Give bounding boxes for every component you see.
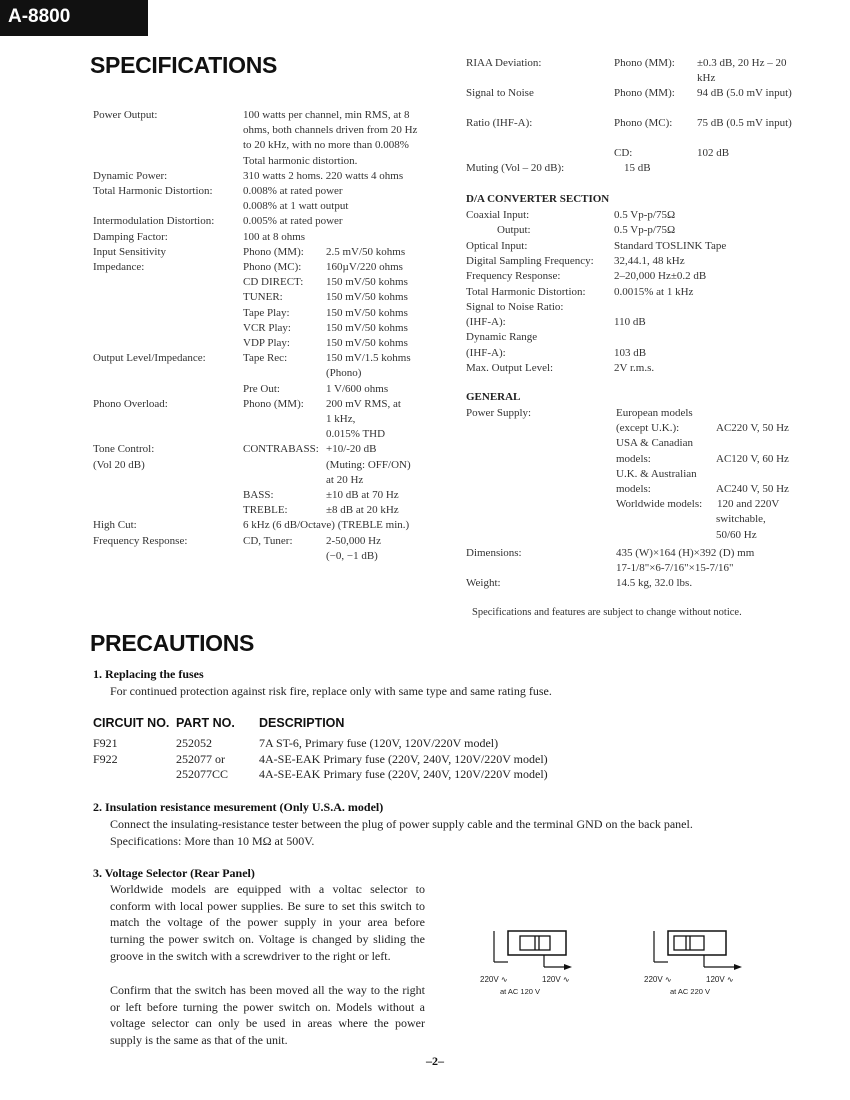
spec-value: 200 mV RMS, at — [326, 397, 401, 410]
spec-label: Tone Control: — [93, 443, 155, 456]
power-supply-region: (except U.K.): — [616, 422, 680, 435]
col-header-circuit: CIRCUIT NO. — [93, 716, 170, 730]
table-cell: 7A ST-6, Primary fuse (120V, 120V/220V model) — [259, 736, 499, 750]
voltage-selector-diagrams — [460, 915, 800, 1005]
table-cell: 252052 — [176, 736, 212, 750]
spec-value: 102 dB — [697, 147, 730, 159]
power-supply-region: Worldwide models: — [616, 498, 703, 511]
page-number: –2– — [426, 1054, 444, 1068]
spec-label: Power Output: — [93, 109, 158, 121]
spec-label: Output Level/Impedance: — [93, 352, 206, 365]
spec-value: 150 mV/50 kohms — [326, 337, 408, 349]
col-header-description: DESCRIPTION — [259, 716, 345, 730]
da-spec-label: Dynamic Range — [466, 331, 538, 344]
spec-sub-label: CD, Tuner: — [243, 534, 293, 547]
dimensions-value: 435 (W)×164 (H)×392 (D) mm — [616, 547, 755, 559]
spec-value: 0.015% THD — [326, 428, 386, 441]
spec-label: Input Sensitivity — [93, 245, 167, 258]
spec-value: 150 mV/50 kohms — [326, 291, 408, 304]
spec-sub-label: TREBLE: — [243, 504, 288, 517]
da-spec-label: (IHF-A): — [466, 346, 506, 359]
da-spec-label: Output: — [497, 224, 531, 237]
da-spec-value: 0.5 Vp-p/75Ω — [614, 224, 676, 237]
spec-sub-label: VDP Play: — [243, 337, 290, 349]
power-supply-region: models: — [616, 452, 651, 465]
spec-label: Ratio (IHF-A): — [466, 117, 533, 129]
spec-value: 100 at 8 ohms — [243, 230, 306, 243]
spec-value: (Phono) — [326, 367, 362, 380]
diagram-ac120-right-label: 120V ∿ — [542, 975, 570, 984]
spec-value: 2.5 mV/50 kohms — [326, 245, 406, 258]
insulation-heading: 2. Insulation resistance mesurement (Only U.S.A. model) — [93, 800, 384, 814]
spec-label: Damping Factor: — [93, 230, 168, 243]
spec-sub-label: Phono (MC): — [614, 117, 673, 129]
diagram-ac120-caption: at AC 120 V — [500, 987, 541, 996]
spec-sub-label: Phono (MM): — [243, 397, 304, 410]
spec-sub-label: VCR Play: — [243, 321, 291, 334]
da-spec-label: Frequency Response: — [466, 270, 561, 283]
spec-value: 15 dB — [624, 162, 651, 174]
spec-label: Impedance: — [93, 261, 145, 273]
spec-label: (Vol 20 dB) — [93, 458, 145, 471]
diagram-ac220-right-label: 120V ∿ — [706, 975, 734, 984]
spec-change-note: Specifications and features are subject to change without notice. — [472, 607, 742, 618]
spec-sub-label: CD: — [614, 147, 633, 159]
diagram-ac220-caption: at AC 220 V — [670, 987, 711, 996]
spec-value: ±8 dB at 20 kHz — [326, 504, 399, 517]
spec-value: ±0.3 dB, 20 Hz – 20 kHz — [697, 57, 787, 84]
fuses-text: For continued protection against risk fire, replace only with same type and same rating fuse. — [110, 684, 552, 698]
da-spec-value: 32,44.1, 48 kHz — [614, 254, 685, 267]
da-spec-value: 110 dB — [614, 316, 646, 329]
table-cell: 252077 or — [176, 751, 225, 766]
spec-label: High Cut: — [93, 519, 137, 532]
power-supply-value: AC240 V, 50 Hz — [716, 483, 789, 495]
spec-sub-label: Phono (MC): — [243, 261, 302, 273]
insulation-text: Connect the insulating-resistance tester between the plug of power supply cable and the terminal GND on the back panel. — [110, 817, 693, 831]
voltage-text-1: Worldwide models are equipped with a voltac selector to conform with local power supplies. Be sure to set this switch to match the voltage of the power supply in your area before turning the power switch on. Voltage is changed by sliding the groove in the switch with a screwdriver to the right or left. — [110, 882, 425, 963]
spec-value: 75 dB (0.5 mV input) — [697, 117, 792, 129]
diagram-ac120-left-label: 220V ∿ — [480, 975, 508, 984]
spec-value: 94 dB (5.0 mV input) — [697, 87, 792, 99]
insulation-spec: Specifications: More than 10 MΩ at 500V. — [110, 834, 315, 848]
spec-sub-label: Phono (MM): — [614, 57, 675, 69]
table-cell: F921 — [93, 736, 118, 750]
table-cell: 4A-SE-EAK Primary fuse (220V, 240V, 120V/220V model) — [259, 767, 548, 781]
spec-label: Signal to Noise — [466, 87, 534, 99]
power-supply-region: U.K. & Australian — [616, 467, 697, 480]
spec-sub-label: Pre Out: — [243, 382, 280, 395]
weight-value: 14.5 kg, 32.0 lbs. — [616, 577, 693, 589]
spec-sub-label: Phono (MM): — [243, 245, 304, 258]
spec-sub-label: CD DIRECT: — [243, 276, 304, 289]
spec-sub-label: Tape Rec: — [243, 352, 288, 365]
da-converter-heading: D/A CONVERTER SECTION — [466, 193, 610, 205]
spec-value: ±10 dB at 70 Hz — [326, 489, 399, 501]
power-supply-value: AC220 V, 50 Hz — [716, 422, 789, 435]
spec-label: Total Harmonic Distortion: — [93, 185, 213, 197]
da-spec-value: 0.5 Vp-p/75Ω — [614, 209, 676, 221]
spec-value: (−0, −1 dB) — [326, 549, 378, 562]
weight-label: Weight: — [466, 577, 501, 589]
da-spec-value: 2V r.m.s. — [614, 362, 655, 374]
dimensions-inch: 17-1/8"×6-7/16"×15-7/16" — [616, 562, 734, 574]
spec-label: Muting (Vol – 20 dB): — [466, 162, 565, 174]
table-cell: 252077CC — [176, 767, 229, 781]
col-header-part: PART NO. — [176, 716, 235, 730]
da-spec-label: Optical Input: — [466, 239, 528, 252]
spec-value: 100 watts per channel, min RMS, at 8 ohms, both channels driven from 20 Hz to 20 kHz, with no more than 0.008% Total harmonic distortion. — [243, 109, 418, 167]
spec-value: 0.008% at rated power — [243, 185, 343, 197]
power-supply-value: AC120 V, 60 Hz — [716, 452, 789, 465]
spec-value: 0.008% at 1 watt output — [243, 200, 349, 213]
spec-value: 310 watts 2 homs. 220 watts 4 ohms — [243, 169, 404, 182]
da-spec-value: 2–20,000 Hz±0.2 dB — [614, 270, 707, 283]
spec-value: 150 mV/1.5 kohms — [326, 352, 411, 365]
spec-sub-label: CONTRABASS: — [243, 443, 319, 456]
spec-value: 150 mV/50 kohms — [326, 321, 408, 334]
da-spec-value: Standard TOSLINK Tape — [614, 239, 727, 252]
spec-value: 1 kHz, — [326, 413, 356, 425]
da-spec-value: 103 dB — [614, 346, 647, 359]
spec-label: Phono Overload: — [93, 397, 168, 410]
spec-label: Frequency Response: — [93, 534, 188, 547]
spec-value: 160µV/220 ohms — [326, 261, 403, 273]
fuses-heading: 1. Replacing the fuses — [93, 667, 204, 681]
power-supply-region: European models — [616, 407, 693, 419]
power-supply-region: models: — [616, 483, 651, 495]
da-spec-label: Coaxial Input: — [466, 209, 530, 221]
spec-value: 1 V/600 ohms — [326, 382, 389, 395]
spec-value: (Muting: OFF/ON) — [326, 458, 411, 471]
power-supply-value: switchable, — [716, 513, 766, 526]
da-spec-label: (IHF-A): — [466, 316, 506, 329]
diagram-ac220 — [644, 931, 742, 996]
specifications-title: SPECIFICATIONS — [90, 52, 278, 78]
spec-label: Intermodulation Distortion: — [93, 215, 215, 228]
model-tag: A-8800 — [0, 0, 148, 36]
general-heading: GENERAL — [466, 391, 521, 403]
spec-value: 2-50,000 Hz — [326, 534, 381, 547]
power-supply-value: 120 and 220V — [717, 498, 780, 511]
da-spec-value: 0.0015% at 1 kHz — [614, 285, 694, 298]
spec-value: 0.005% at rated power — [243, 215, 343, 228]
spec-sub-label: Phono (MM): — [614, 87, 675, 99]
voltage-heading: 3. Voltage Selector (Rear Panel) — [93, 866, 255, 880]
power-supply-label: Power Supply: — [466, 407, 532, 419]
spec-value: at 20 Hz — [326, 473, 364, 486]
da-spec-label: Max. Output Level: — [466, 362, 554, 374]
table-cell: 4A-SE-EAK Primary fuse (220V, 240V, 120V/220V model) — [259, 751, 548, 766]
voltage-text-2: Confirm that the switch has been moved all the way to the right or left before turning the power switch on. Models without a voltage selector can only be used in areas where the power supply is the same as that of the unit. — [110, 983, 425, 1048]
da-spec-label: Total Harmonic Distortion: — [466, 285, 586, 298]
power-supply-value: 50/60 Hz — [716, 528, 757, 541]
da-spec-label: Digital Sampling Frequency: — [466, 254, 594, 267]
spec-sub-label: Tape Play: — [243, 306, 290, 319]
spec-label: RIAA Deviation: — [466, 57, 542, 69]
diagram-ac120 — [480, 931, 572, 996]
spec-label: Dynamic Power: — [93, 169, 168, 182]
diagram-ac220-left-label: 220V ∿ — [644, 975, 672, 984]
precautions-title: PRECAUTIONS — [90, 630, 255, 656]
table-cell: F922 — [93, 751, 118, 766]
spec-value: 6 kHz (6 dB/Octave) (TREBLE min.) — [243, 519, 410, 532]
spec-value: 150 mV/50 kohms — [326, 276, 408, 289]
da-spec-label: Signal to Noise Ratio: — [466, 300, 564, 313]
spec-value: 150 mV/50 kohms — [326, 306, 408, 319]
spec-sub-label: TUNER: — [243, 291, 283, 304]
dimensions-label: Dimensions: — [466, 547, 522, 559]
power-supply-region: USA & Canadian — [616, 437, 693, 450]
spec-sub-label: BASS: — [243, 489, 274, 501]
spec-value: +10/-20 dB — [326, 443, 377, 456]
